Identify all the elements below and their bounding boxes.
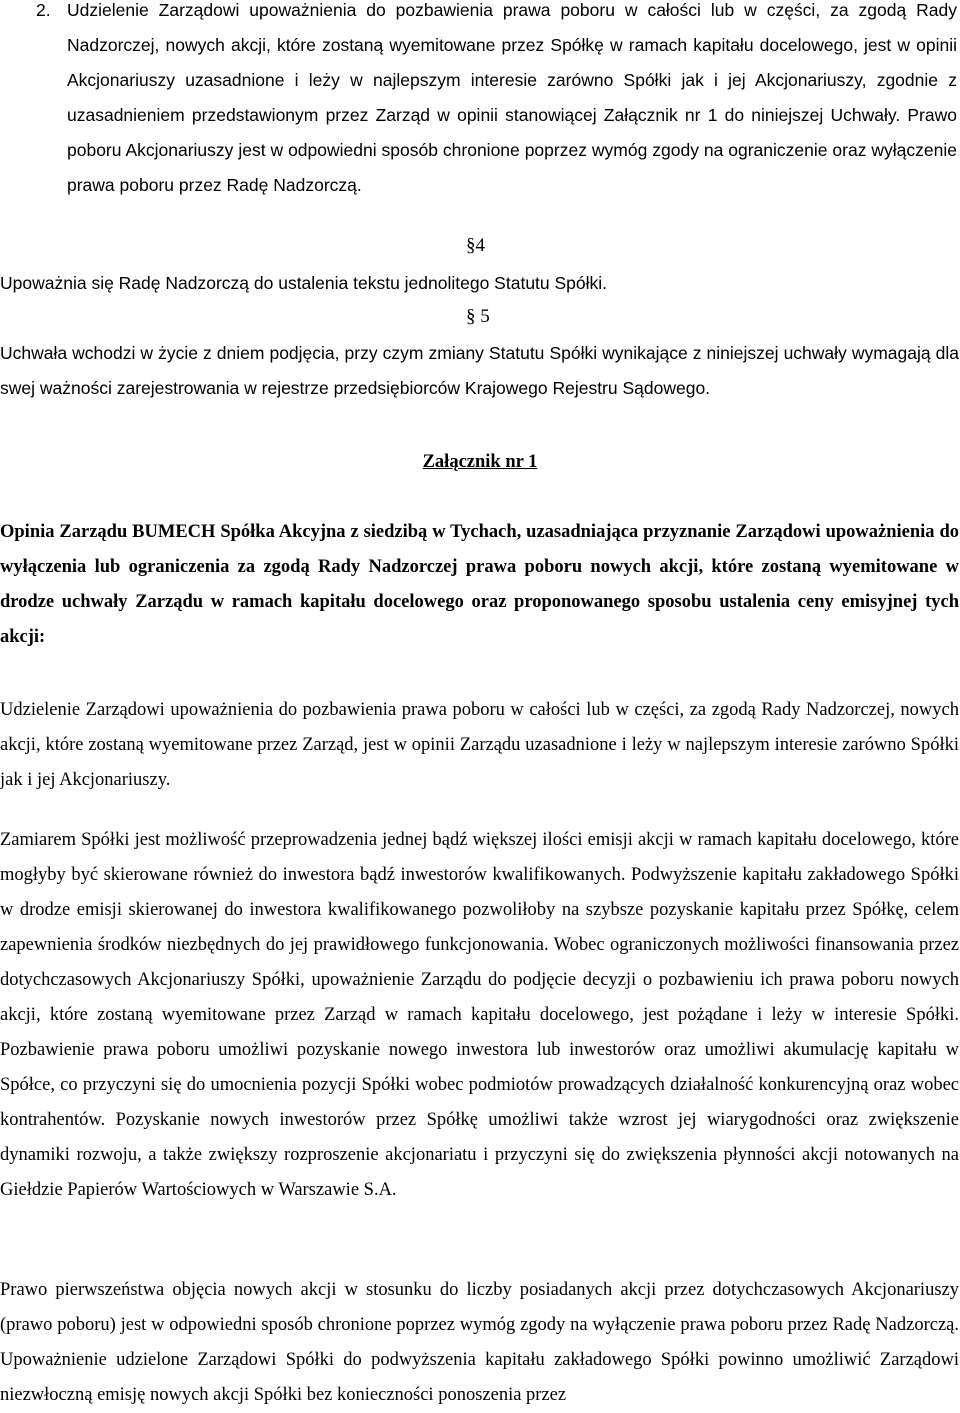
annex-paragraph-1: Udzielenie Zarządowi upoważnienia do pozbawienia prawa poboru w całości lub w części, za zgodą Rady Nadzorczej, nowych akcji, które zostaną wyemitowane przez Zarząd, jest w opinii Zarządu uzasadnione i leży w najlepszym interesie zarówno Spółki jak i jej Akcjonariuszy. — [0, 700, 959, 790]
list-item-text: Udzielenie Zarządowi upoważnienia do pozbawienia prawa poboru w całości lub w części, za zgodą Rady Nadzorczej, nowych akcji, które zostaną wyemitowane przez Spółkę w ramach kapitału docelowego, jest w opinii Akcjonariuszy uzasadnione i leży w najlepszym interesie zarówno Spółki jak i jej Akcjonariuszy, zgodnie z uzasadnieniem przedstawionym przez Zarząd w opinii stanowiącej Załącznik nr 1 do niniejszej Uchwały. Prawo poboru Akcjonariuszy jest w odpowiedni sposób chronione poprzez wymóg zgody na ograniczenie oraz wyłączenie prawa poboru przez Radę Nadzorczą. — [67, 0, 957, 195]
section-4-text: Upoważnia się Radę Nadzorczą do ustalenia tekstu jednolitego Statutu Spółki. — [0, 273, 608, 293]
annex-title: Załącznik nr 1 — [422, 452, 538, 472]
list-item-number: 2. — [36, 0, 51, 20]
section-number: 4 — [475, 235, 485, 256]
section-number: 5 — [480, 306, 490, 327]
section-4-heading — [466, 234, 485, 258]
annex-paragraph-2: Zamiarem Spółki jest możliwość przeprowadzenia jednej bądź większej ilości emisji akcji w ramach kapitału docelowego, które mogłyby być skierowane również do inwestora bądź inwestorów kwalifikowanych. Podwyższenie kapitału zakładowego Spółki w drodze emisji skierowanej do inwestora kwalifikowanego pozwoliłoby na szybsze pozyskanie kapitału przez Spółkę, celem zapewnienia środków niezbędnych do jej prawidłowego funkcjonowania. Wobec ograniczonych możliwości finansowania przez dotychczasowych Akcjonariuszy Spółki, upoważnienie Zarządu do podjęcie decyzji o pozbawieniu ich prawa poboru nowych akcji, które zostaną wyemitowane przez Zarząd w ramach kapitału docelowego, jest pożądane i leży w interesie Spółki. Pozbawienie prawa poboru umożliwi pozyskanie nowego inwestora lub inwestorów oraz umożliwi akumulację kapitału w Spółce, co przyczyni się do umocnienia pozycji Spółki wobec podmiotów prowadzących działalność konkurencyjną oraz wobec kontrahentów. Pozyskanie nowych inwestorów przez Spółkę umożliwi także wzrost jej wiarygodności oraz zwiększenie dynamiki rozwoju, a także zwiększy rozproszenie akcjonariatu i przyczyni się do zwiększenia płynności akcji notowanych na Giełdzie Papierów Wartościowych w Warszawie S.A. — [0, 830, 959, 1200]
annex-paragraph-3: Prawo pierwszeństwa objęcia nowych akcji w stosunku do liczby posiadanych akcji przez dotychczasowych Akcjonariuszy (prawo poboru) jest w odpowiedni sposób chronione poprzez wymóg zgody na wyłączenie prawa poboru przez Radę Nadzorczą. Upoważnienie udzielone Zarządowi Spółki do podwyższenia kapitału zakładowego Spółki powinno umożliwić Zarządowi niezwłoczną emisję nowych akcji Spółki bez konieczności ponoszenia przez — [0, 1280, 959, 1405]
opinion-title: Opinia Zarządu BUMECH Spółka Akcyjna z siedzibą w Tychach, uzasadniająca przyznanie Zarządowi upoważnienia do wyłączenia lub ograniczenia za zgodą Rady Nadzorczej prawa poboru nowych akcji, które zostaną wyemitowane w drodze uchwały Zarządu w ramach kapitału docelowego oraz proponowanego sposobu ustalenia ceny emisyjnej tych akcji: — [0, 522, 959, 647]
section-symbol: § — [466, 235, 476, 256]
section-5-text: Uchwała wchodzi w życie z dniem podjęcia, przy czym zmiany Statutu Spółki wynikające z niniejszej uchwały wymagają dla swej ważności zarejestrowania w rejestrze przedsiębiorców Krajowego Rejestru Sądowego. — [0, 343, 959, 398]
section-symbol: § — [466, 306, 476, 327]
section-5-heading — [466, 305, 490, 329]
